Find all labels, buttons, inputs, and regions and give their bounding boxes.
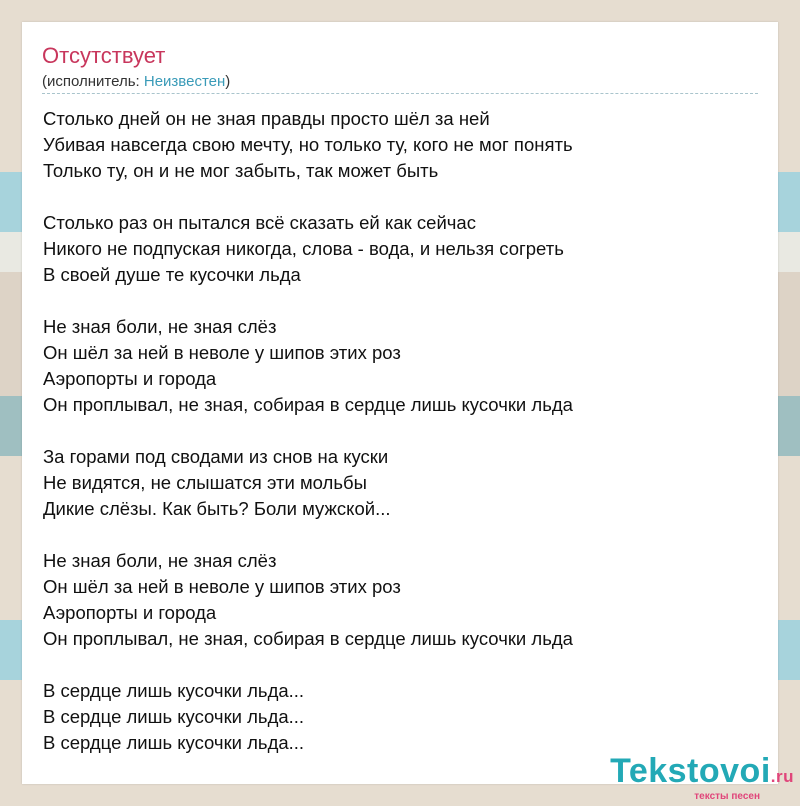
lyric-line: Дикие слёзы. Как быть? Боли мужской... xyxy=(43,498,391,519)
lyric-line: В сердце лишь кусочки льда... xyxy=(43,680,305,701)
lyric-line: Не зная боли, не зная слёз xyxy=(43,316,277,337)
stanza-gap xyxy=(43,288,759,314)
lyric-line: Убивая навсегда свою мечту, но только ту, кого не мог понять xyxy=(43,134,573,155)
site-logo[interactable] xyxy=(610,753,794,802)
lyric-line: Он проплывал, не зная, собирая в сердце лишь кусочки льда xyxy=(43,628,573,649)
logo-name: Tekstovoi xyxy=(610,752,771,790)
lyrics-card xyxy=(22,22,778,784)
logo-wordmark xyxy=(610,753,794,795)
artist-suffix: ) xyxy=(225,73,231,90)
lyric-line: В сердце лишь кусочки льда... xyxy=(43,706,305,727)
lyric-line: Столько раз он пытался всё сказать ей как сейчас xyxy=(43,212,476,233)
lyric-line: Только ту, он и не мог забыть, так может быть xyxy=(43,160,439,181)
logo-tagline: тексты песен xyxy=(694,791,760,802)
divider xyxy=(42,93,758,94)
lyric-line: Он шёл за ней в неволе у шипов этих роз xyxy=(43,342,401,363)
lyric-line: За горами под сводами из снов на куски xyxy=(43,446,389,467)
lyric-line: В сердце лишь кусочки льда... xyxy=(43,732,305,753)
lyrics-body xyxy=(43,106,759,756)
stanza-gap xyxy=(43,652,759,678)
lyric-line: Он проплывал, не зная, собирая в сердце лишь кусочки льда xyxy=(43,394,573,415)
lyric-line: Не видятся, не слышатся эти мольбы xyxy=(43,472,367,493)
artist-link[interactable]: Неизвестен xyxy=(143,73,226,90)
stanza-gap xyxy=(43,418,759,444)
stanza-gap xyxy=(43,522,759,548)
lyric-line: Столько дней он не зная правды просто шёл за ней xyxy=(43,108,490,129)
stanza-gap xyxy=(43,184,759,210)
lyric-line: Не зная боли, не зная слёз xyxy=(43,550,277,571)
artist-line xyxy=(42,72,230,92)
song-title: Отсутствует xyxy=(42,43,166,68)
artist-prefix: (исполнитель: xyxy=(42,73,144,90)
logo-tld: .ru xyxy=(770,767,794,786)
lyric-line: Он шёл за ней в неволе у шипов этих роз xyxy=(43,576,401,597)
lyric-line: Аэропорты и города xyxy=(43,602,217,623)
lyric-line: Никого не подпуская никогда, слова - вода, и нельзя согреть xyxy=(43,238,564,259)
lyric-line: Аэропорты и города xyxy=(43,368,217,389)
lyric-line: В своей душе те кусочки льда xyxy=(43,264,301,285)
